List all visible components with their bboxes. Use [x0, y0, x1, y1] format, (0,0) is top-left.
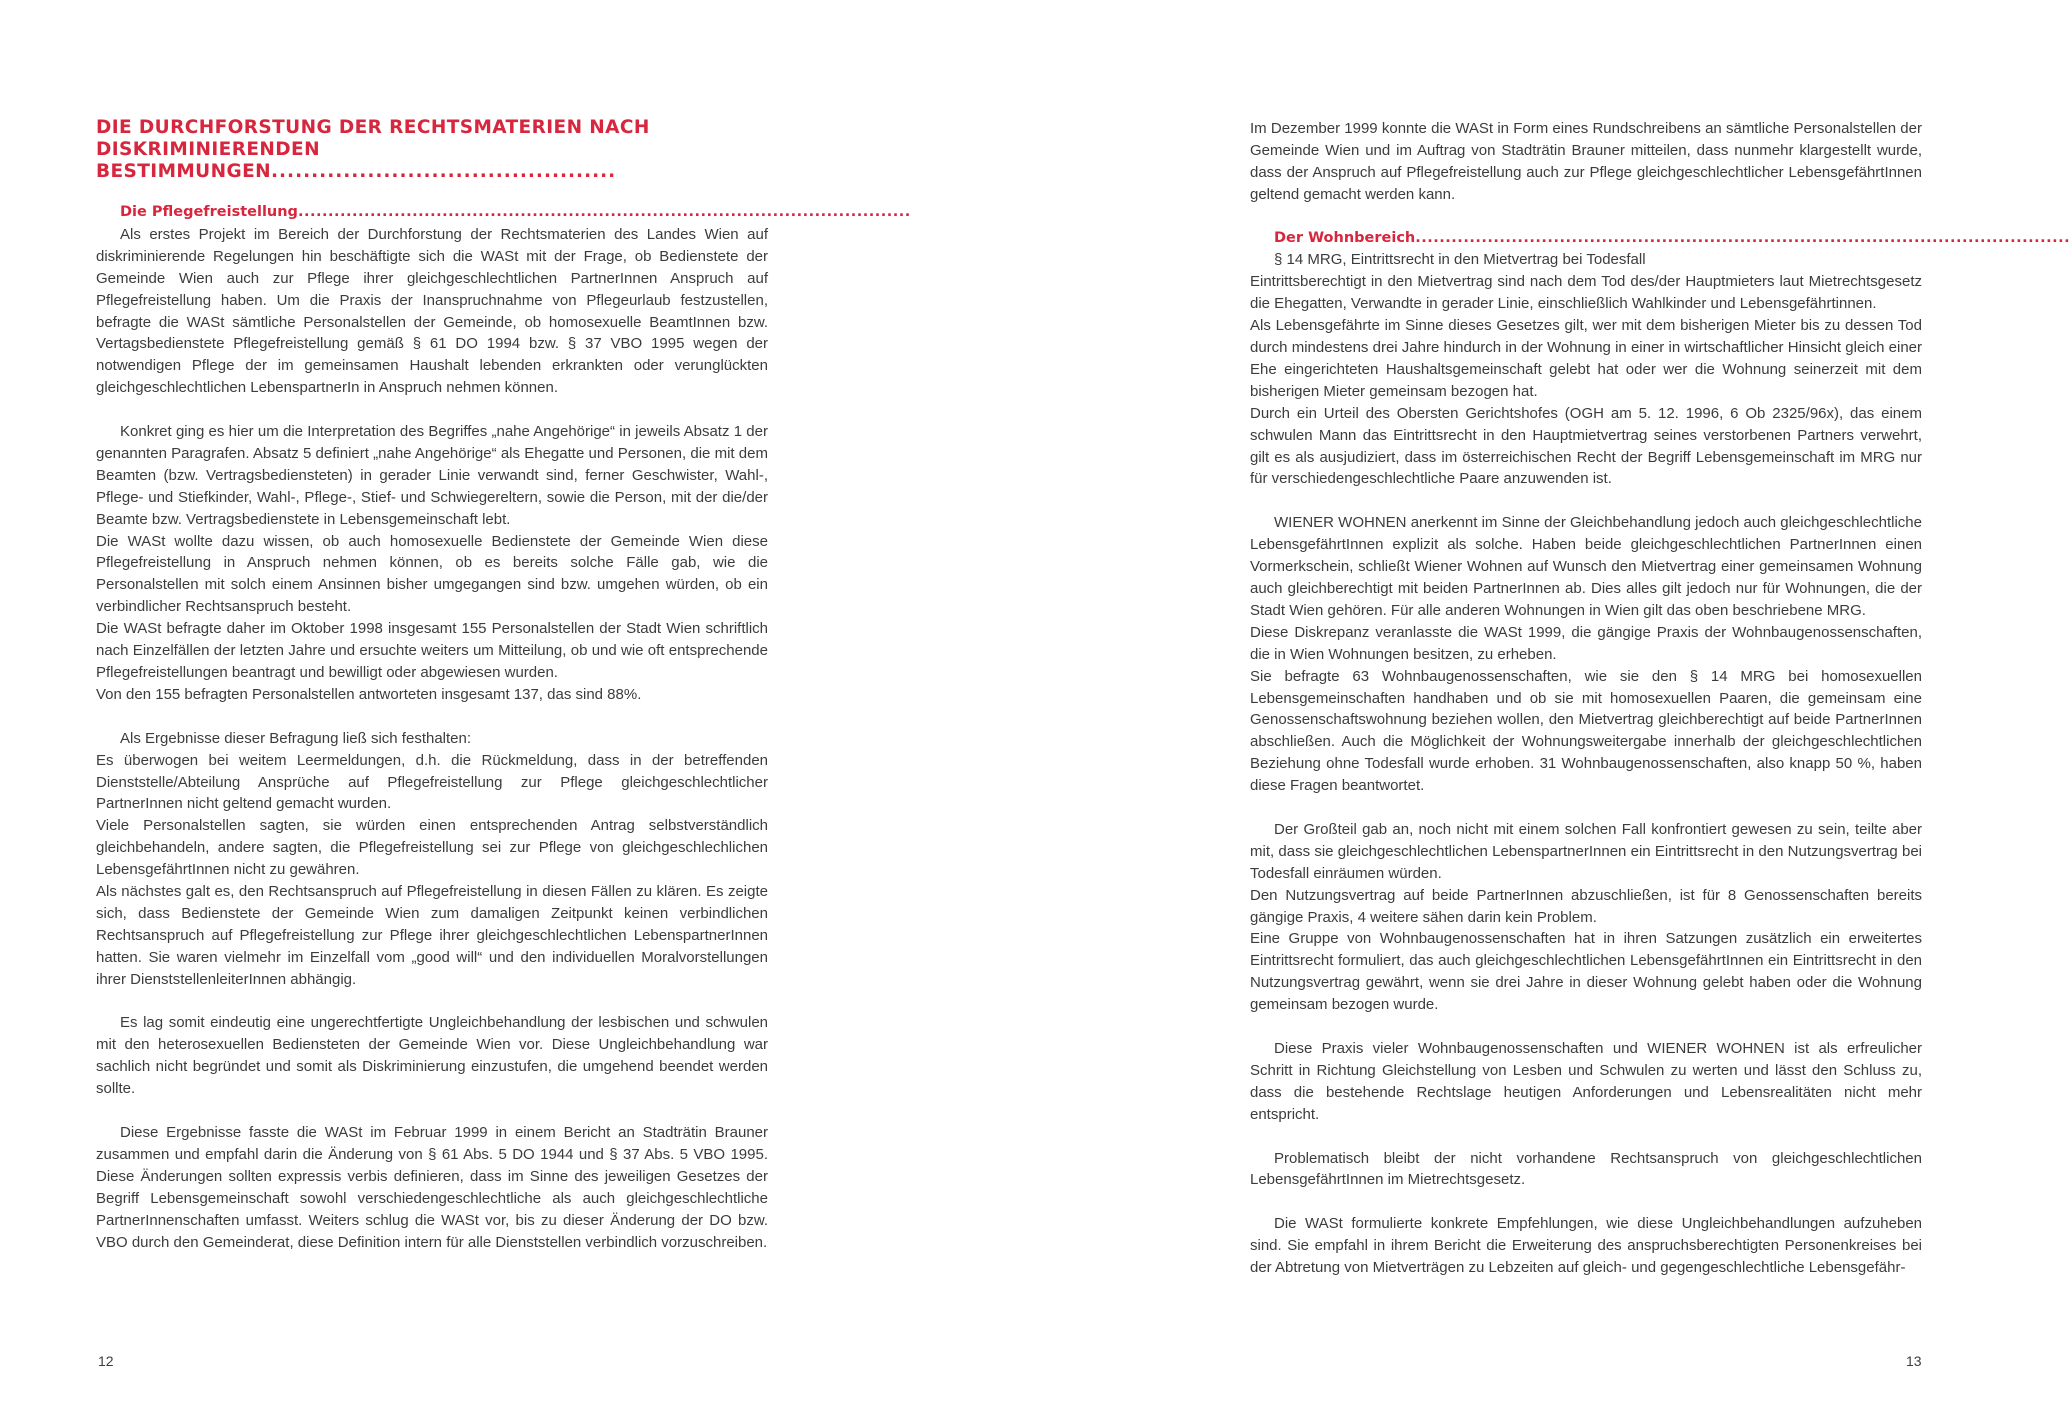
left-text-column: [96, 202, 911, 1253]
section-heading-text: Der Wohnbereich: [1274, 229, 1416, 246]
paragraph: Viele Personalstellen sagten, sie würden einen entsprechenden Antrag selbstverständlich gleichbehandeln, andere sagten, die Pflegefreistellung sei zur Pflege von gleichgeschlechlichen LebensgefährtInnen nicht zu gewähren.: [96, 817, 768, 879]
right-page: [1000, 0, 2070, 1415]
paragraph: Im Dezember 1999 konnte die WASt in Form eines Rundschreibens an sämtliche Personalstellen der Gemeinde Wien und im Auftrag von Stadträtin Brauner mitteilen, dass nunmehr klargestellt wurde, dass der Anspruch auf Pflegefreistellung auch zur Pflege gleichgeschlechtlicher LebensgefährtInnen geltend gemacht werden kann.: [1250, 120, 1922, 203]
page-number-left: 12: [98, 1353, 114, 1369]
paragraph: Den Nutzungsvertrag auf beide PartnerInnen abzuschließen, ist für 8 Genossenschaften bereits gängige Praxis, 4 weitere sähen darin kein Problem.: [1250, 886, 1922, 926]
paragraph: Als Ergebnisse dieser Befragung ließ sich festhalten:: [120, 729, 472, 747]
page-number-right: 13: [1906, 1353, 1922, 1369]
paragraph: Eine Gruppe von Wohnbaugenossenschaften hat in ihren Satzungen zusätzlich ein erweitertes Eintrittsrecht formuliert, das auch gleichgeschlechtlichen LebensgefährtInnen ein Eintrittsrecht in den Nutzungsvertrag gewährt, wenn sie drei Jahre in dieser Wohnung gelebt haben oder die Wohnung gemeinsam bezogen wurde.: [1250, 930, 1922, 1014]
paragraph: Es lag somit eindeutig eine ungerechtfertigte Ungleichbehandlung der lesbischen und schwulen mit den heterosexuellen Bediensteten der Gemeinde Wien vor. Diese Ungleichbehandlung war sachlich nicht begründet und somit als Diskriminierung einzustufen, die umgehend beendet werden sollte.: [96, 1014, 768, 1098]
paragraph: § 14 MRG, Eintrittsrecht in den Mietvertrag bei Todesfall: [1274, 251, 1646, 269]
chapter-title-line-2-text: DISKRIMINIERENDEN BESTIMMUNGEN: [96, 139, 320, 182]
paragraph: Sie befragte 63 Wohnbaugenossenschaften, wie sie den § 14 MRG bei homosexuellen Lebensgemeinschaften handhaben und ob sie mit homosexuellen Paaren, die gemeinsam eine Genossenschaftswohnung beziehen wollen, den Mietvertrag gleichberechtigt auf beide PartnerInnen abschließen. Auch die Möglichkeit der Wohnungsweitergabe innerhalb der gleichgeschlechtlichen Beziehung ohne Todesfall wurde erhoben. 31 Wohnbaugenossenschaften, also knapp 50 %, haben diese Fragen beantwortet.: [1250, 667, 1922, 795]
chapter-title: [96, 117, 776, 183]
chapter-title-line-1: DIE DURCHFORSTUNG DER RECHTSMATERIEN NACH: [96, 117, 650, 138]
paragraph: Diese Praxis vieler Wohnbaugenossenschaften und WIENER WOHNEN ist als erfreulicher Schritt in Richtung Gleichstellung von Lesben und Schwulen zu werten und lässt den Schluss zu, dass die bestehende Rechtslage heutigen Anforderungen und Lebensrealitäten nicht mehr entspricht.: [1250, 1040, 1922, 1123]
chapter-title-line-2: [96, 139, 776, 183]
paragraph: WIENER WOHNEN anerkennt im Sinne der Gleichbehandlung jedoch auch gleichgeschlechtliche LebensgefährtInnen explizit als solche. Haben beide gleichgeschlechtlichen PartnerInnen einen Vormerkschein, schließt Wiener Wohnen auf Wunsch den Mietvertrag einer gemeinsamen Wohnung auch gleichberechtigt mit beiden PartnerInnen ab. Dies alles gilt jedoch nur für Wohnungen, die der Stadt Wien gehören. Für alle anderen Wohnungen in Wien gilt das oben beschriebene MRG.: [1250, 514, 1922, 619]
paragraph: Eintrittsberechtigt in den Mietvertrag sind nach dem Tod des/der Hauptmieters laut Mietrechtsgesetz die Ehegatten, Verwandte in gerader Linie, einschließlich Wahlkinder und Lebensgefährtinnen.: [1250, 273, 1922, 313]
paragraph: Als nächstes galt es, den Rechtsanspruch auf Pflegefreistellung in diesen Fällen zu klären. Es zeigte sich, dass Bedienstete der Gemeinde Wien zum damaligen Zeitpunkt keinen verbindlichen Rechtsanspruch auf Pflegefreistellung zur Pflege ihrer gleichgeschlechtlichen LebenspartnerInnen hatten. Sie waren vielmehr im Einzelfall vom „good will“ und den individuellen Moralvorstellungen ihrer DienststellenleiterInnen abhängig.: [96, 883, 768, 988]
paragraph: Konkret ging es hier um die Interpretation des Begriffes „nahe Angehörige“ in jeweils Absatz 1 der genannten Paragrafen. Absatz 5 definiert „nahe Angehörige“ als Ehegatte und Personen, die mit dem Beamten (bzw. Vertragsbediensteten) in gerader Linie verwandt sind, ferner Geschwister, Wahl-, Pflege- und Stiefkinder, Wahl-, Pflege-, Stief- und Schwiegereltern, sowie die Person, mit der die/der Beamte bzw. Vertragsbedienstete in Lebensgemeinschaft lebt.: [96, 423, 768, 528]
section-heading-dots: ......................................................................................................: [297, 204, 911, 220]
section-heading-wohnbereich: [1250, 228, 2070, 250]
paragraph: Die WASt formulierte konkrete Empfehlungen, wie diese Ungleichbehandlungen aufzuheben sind. Sie empfahl in ihrem Bericht die Erweiterung des anspruchsberechtigten Personenkreises bei der Abtretung von Mietverträgen zu Lebzeiten auf gleich- und gegengeschlechtliche Lebensgefähr-: [1250, 1215, 1922, 1277]
paragraph: Als erstes Projekt im Bereich der Durchforstung der Rechtsmaterien des Landes Wien auf diskriminierende Regelungen hin beschäftigte sich die WASt mit der Frage, ob Bedienstete der Gemeinde Wien auch zur Pflege ihrer gleichgeschlechtlichen PartnerInnen Anspruch auf Pflegefreistellung haben. Um die Praxis der Inanspruchnahme von Pflegeurlaub festzustellen, befragte die WASt sämtliche Personalstellen der Gemeinde, ob homosexuelle BeamtInnen bzw. Vertagsbedienstete Pflegefreistellung gemäß § 61 DO 1994 bzw. § 37 VBO 1995 wegen der notwendigen Pflege der im gemeinsamen Haushalt lebenden erkrankten oder verunglückten gleichgeschlechtlichen LebenspartnerIn in Anspruch nehmen können.: [96, 225, 768, 397]
left-page: [0, 0, 1000, 1415]
paragraph: Es überwogen bei weitem Leermeldungen, d.h. die Rückmeldung, dass in der betreffenden Dienststelle/Abteilung Ansprüche auf Pflegefreistellung zur Pflege gleichgeschlechtlicher PartnerInnen nicht geltend gemacht wurden.: [96, 751, 768, 813]
section-heading-text: Die Pflegefreistellung: [120, 204, 298, 220]
paragraph: Problematisch bleibt der nicht vorhandene Rechtsanspruch von gleichgeschlechtlichen LebensgefährtInnen im Mietrechtsgesetz.: [1250, 1149, 1922, 1189]
section-heading-pflegefreistellung: [96, 202, 911, 224]
paragraph: Von den 155 befragten Personalstellen antworteten insgesamt 137, das sind 88%.: [96, 685, 642, 703]
paragraph: Diese Ergebnisse fasste die WASt im Februar 1999 in einem Bericht an Stadträtin Brauner zusammen und empfahl darin die Änderung von § 61 Abs. 5 DO 1944 und § 37 Abs. 5 VBO 1995. Diese Änderungen sollten expressis verbis definieren, dass im Sinne des jeweiligen Gesetzes der Begriff Lebensgemeinschaft sowohl verschiedengeschlechtliche als auch gleichgeschlechtliche PartnerInnenschaften umfasst. Weiters schlug die WASt vor, bis zu dieser Änderung der DO bzw. VBO durch den Gemeinderat, diese Definition intern für alle Dienststellen verbindlich vorzuschreiben.: [96, 1124, 768, 1251]
paragraph: Durch ein Urteil des Obersten Gerichtshofes (OGH am 5. 12. 1996, 6 Ob 2325/96x), das einem schwulen Mann das Eintrittsrecht in den Hauptmietvertrag seines verstorbenen Partners verwehrt, gilt es als ausjudiziert, dass im österreichischen Recht der Begriff Lebensgemeinschaft im MRG nur für verschiedengeschlechtliche Paare anzuwenden ist.: [1250, 404, 1922, 488]
right-text-column: [1250, 118, 2070, 1279]
chapter-title-dots: ...........................................: [271, 161, 617, 182]
paragraph: Die WASt wollte dazu wissen, ob auch homosexuelle Bedienstete der Gemeinde Wien diese Pflegefreistellung in Anspruch nehmen können, ob es bereits solche Fälle gab, wie die Personalstellen mit solch einem Ansinnen bisher umgegangen sind bzw. umgehen würden, ob ein verbindlicher Rechtsanspruch besteht.: [96, 532, 768, 616]
paragraph: Die WASt befragte daher im Oktober 1998 insgesamt 155 Personalstellen der Stadt Wien schriftlich nach Einzelfällen der letzten Jahre und ersuchte weiters um Mitteilung, ob und wie oft entsprechende Pflegefreistellungen beantragt und bewilligt oder abgewiesen wurden.: [96, 620, 768, 682]
section-heading-dots: .............................................................................................................: [1415, 229, 2070, 246]
paragraph: Der Großteil gab an, noch nicht mit einem solchen Fall konfrontiert gewesen zu sein, teilte aber mit, dass sie gleichgeschlechtlichen LebenspartnerInnen ein Eintrittsrecht in den Nutzungsvertrag bei Todesfall einräumen würden.: [1250, 820, 1922, 882]
paragraph: Als Lebensgefährte im Sinne dieses Gesetzes gilt, wer mit dem bisherigen Mieter bis zu dessen Tod durch mindestens drei Jahre hindurch in der Wohnung in einer in wirtschaftlicher Hinsicht gleich einer Ehe eingerichteten Haushaltsgemeinschaft gelebt hat oder wer die Wohnung seinerzeit mit dem bisherigen Mieter gemeinsam bezogen hat.: [1250, 317, 1922, 400]
paragraph: Diese Diskrepanz veranlasste die WASt 1999, die gängige Praxis der Wohnbaugenossenschaften, die in Wien Wohnungen besitzen, zu erheben.: [1250, 623, 1922, 663]
